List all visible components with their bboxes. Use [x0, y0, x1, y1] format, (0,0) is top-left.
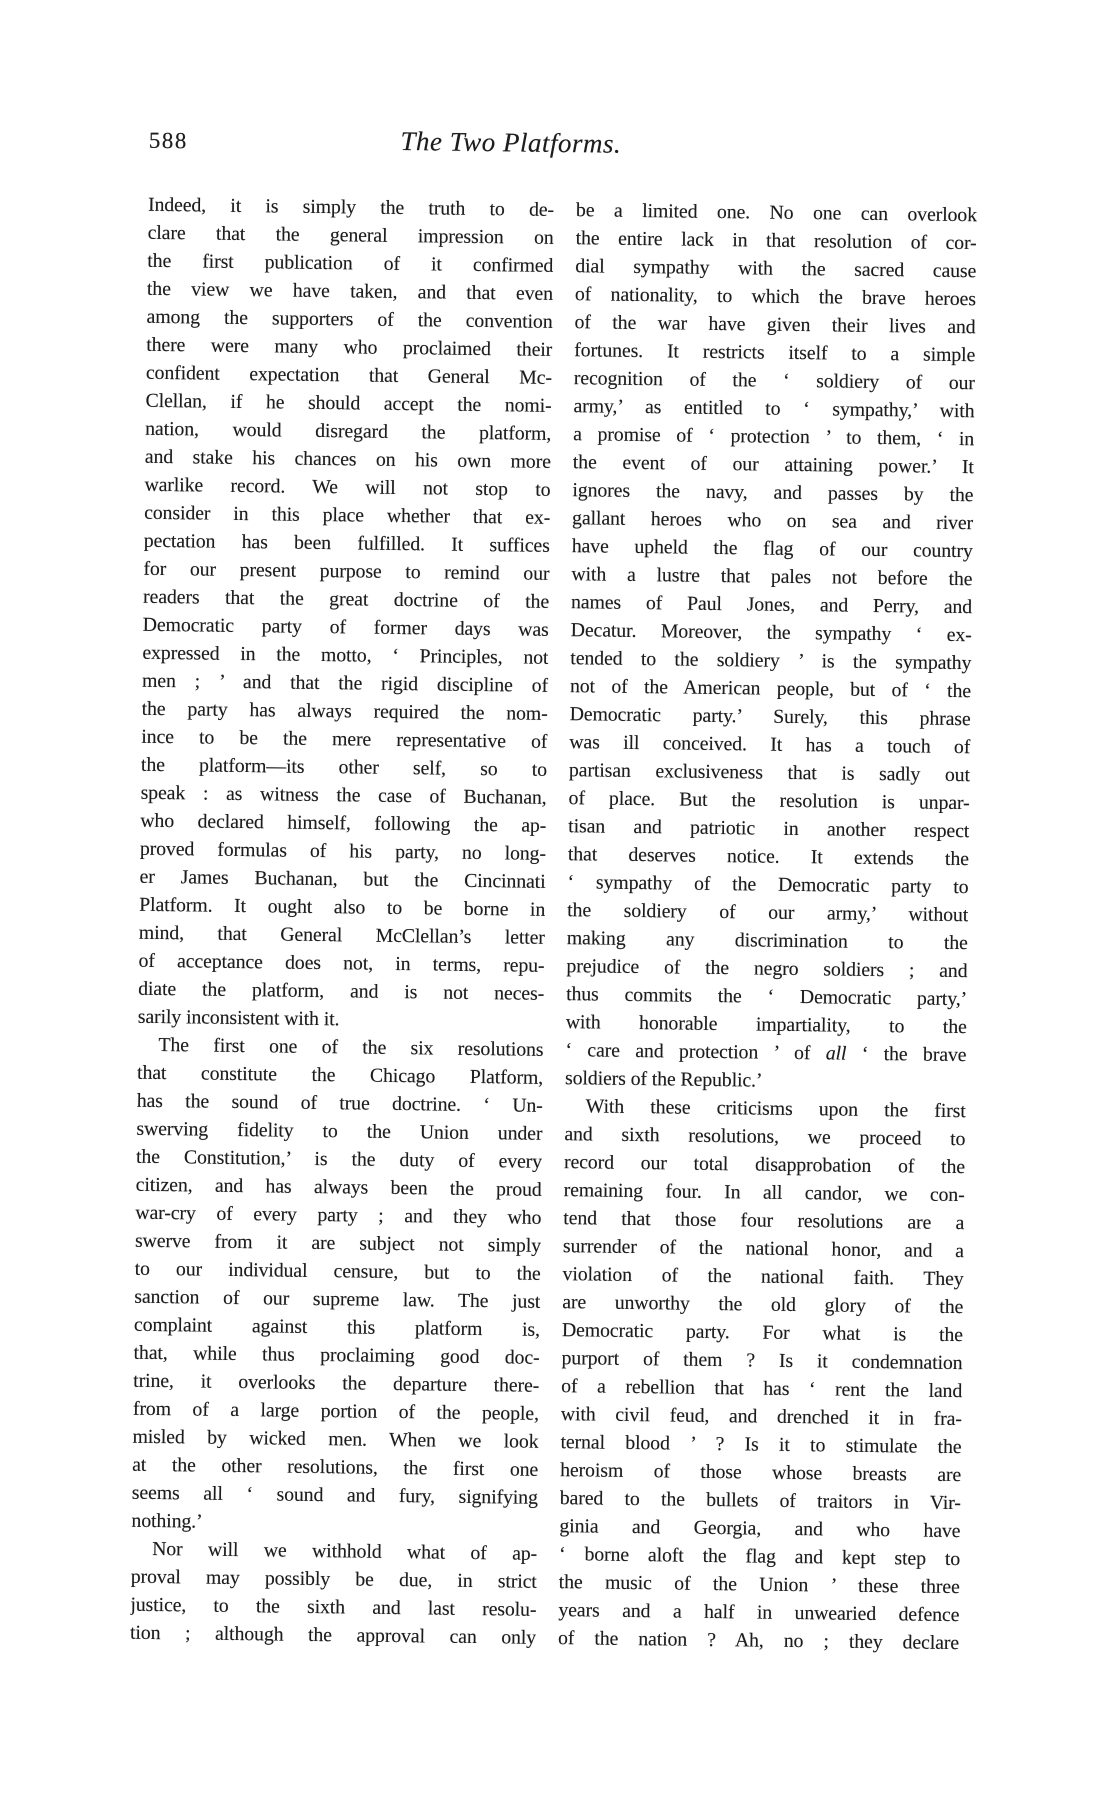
text-line: the Constitution,’ is the duty of every [135, 1145, 543, 1173]
text-line: of a rebellion that has ‘ rent the land [561, 1375, 963, 1403]
text-line: tion ; although the approval can only [129, 1621, 537, 1649]
text-line: of place. But the resolution is unpar- [568, 787, 970, 815]
text-line: ginia and Georgia, and who have [559, 1515, 961, 1543]
text-line: nothing.’ [131, 1509, 203, 1533]
text-line: Decatur. Moreover, the sympathy ‘ ex- [570, 619, 972, 647]
text-line: diate the platform, and is not neces- [138, 977, 545, 1005]
text-line: from of a large portion of the people, [132, 1397, 540, 1425]
text-line: tend that those four resolutions are a [563, 1207, 965, 1235]
text-line: complaint against this platform is, [133, 1313, 541, 1341]
text-line: purport of them ? Is it condemnation [561, 1347, 963, 1375]
text-line: who declared himself, following the ap- [140, 809, 547, 837]
text-line: With these criticisms upon the first [585, 1095, 966, 1123]
text-line: recognition of the ‘ soldiery of our [573, 367, 975, 395]
text-line: prejudice of the negro soldiers ; and [566, 955, 968, 983]
text-line: are unworthy the old glory of the [562, 1291, 964, 1319]
text-line: proval may possibly be due, in strict [130, 1565, 537, 1593]
text-line: making any discrimination to the [566, 927, 968, 955]
text-line: of the nation ? Ah, no ; they declare [557, 1627, 960, 1655]
text-line: of the war have given their lives and [574, 311, 976, 339]
text-line: for our present purpose to remind our [143, 557, 550, 585]
text-line: fortunes. It restricts itself to a simple [574, 339, 976, 367]
text-line: clare that the general impression on [147, 221, 554, 249]
column-left [130, 191, 554, 1652]
text-line: mind, that General McClellan’s letter [138, 921, 545, 949]
text-line: that constitute the Chicago Platform, [136, 1061, 544, 1089]
text-line: Platform. It ought also to be borne in [139, 893, 546, 921]
text-line: the platform—its other self, so to [140, 753, 548, 781]
text-line: that, while thus proclaiming good doc- [133, 1341, 540, 1369]
text-line: tended to the soldiery ’ is the sympathy [570, 647, 972, 675]
text-line: there were many who proclaimed their [146, 333, 553, 361]
text-line: Democratic party. For what is the [561, 1319, 964, 1347]
text-line: dial sympathy with the sacred cause [575, 255, 977, 283]
text-line: have upheld the flag of our country [571, 535, 973, 563]
text-line: heroism of those whose breasts are [560, 1459, 962, 1487]
text-line: citizen, and has always been the proud [135, 1173, 542, 1201]
text-line: justice, to the sixth and last resolu- [130, 1593, 537, 1621]
text-line: the music of the Union ’ these three [558, 1571, 960, 1599]
text-line: of nationality, to which the brave heroes [574, 283, 977, 311]
text-line: among the supporters of the convention [146, 305, 553, 333]
text-line: the first publication of it confirmed [147, 249, 554, 277]
page-number: 588 [148, 127, 188, 154]
text-line: seems all ‘ sound and fury, signifying [131, 1481, 538, 1509]
text-line: the event of our attaining power.’ It [572, 451, 974, 479]
text-line: Clellan, if he should accept the nomi- [145, 389, 552, 417]
text-line: consider in this place whether that ex- [144, 501, 551, 529]
text-line: confident expectation that General Mc- [145, 361, 553, 389]
text-line: trine, it overlooks the departure there- [133, 1369, 540, 1397]
text-line: bared to the bullets of traitors in Vir- [559, 1487, 961, 1515]
text-line: not of the American people, but of ‘ the [569, 675, 972, 703]
text-line: The first one of the six resolutions [158, 1033, 544, 1061]
text-line: ‘ care and protection ’ of all ‘ the brave [565, 1039, 967, 1067]
text-line: soldiers of the Republic.’ [564, 1067, 763, 1092]
text-line: the entire lack in that resolution of cor- [575, 227, 977, 255]
page-header [149, 123, 978, 175]
text-line: a promise of ‘ protection ’ to them, ‘ in [573, 423, 975, 451]
text-line: er James Buchanan, but the Cincinnati [139, 865, 546, 893]
text-line: army,’ as entitled to ‘ sympathy,’ with [573, 395, 975, 423]
text-line: pectation has been fulfilled. It suffices [143, 529, 550, 557]
text-line: with a lustre that pales not before the [571, 563, 973, 591]
text-line: men ; ’ and that the rigid discipline of [141, 669, 549, 697]
text-line: to our individual censure, but to the [134, 1257, 541, 1285]
text-line: has the sound of true doctrine. ‘ Un- [136, 1089, 543, 1117]
text-line: ince to be the mere representative of [141, 725, 548, 753]
text-line: was ill conceived. It has a touch of [569, 731, 971, 759]
text-line: swerve from it are subject not simply [134, 1229, 542, 1257]
text-line: remaining four. In all candor, we con- [563, 1179, 965, 1207]
text-line: nation, would disregard the platform, [145, 417, 552, 445]
text-line: ternal blood ’ ? Is it to stimulate the [560, 1431, 962, 1459]
text-line: warlike record. We will not stop to [144, 473, 551, 501]
text-line: partisan exclusiveness that is sadly out [568, 759, 971, 787]
text-line: be a limited one. No one can overlook [575, 199, 978, 227]
text-line: proved formulas of his party, no long- [139, 837, 547, 865]
text-line: with civil feud, and drenched it in fra- [560, 1403, 962, 1431]
text-line: years and a half in unwearied defence [558, 1599, 960, 1627]
text-line: Indeed, it is simply the truth to de- [147, 193, 555, 221]
text-line: ‘ borne aloft the flag and kept step to [558, 1543, 961, 1571]
text-line: surrender of the national honor, and a [562, 1235, 965, 1263]
text-line: swerving fidelity to the Union under [136, 1117, 543, 1145]
text-line: the party has always required the nom- [141, 697, 548, 725]
text-line: record our total disapprobation of the [563, 1151, 966, 1179]
text-line: of acceptance does not, in terms, repu- [138, 949, 545, 977]
text-line: speak : as witness the case of Buchanan, [140, 781, 547, 809]
text-line: ‘ sympathy of the Democratic party to [567, 871, 969, 899]
text-line: sanction of our supreme law. The just [134, 1285, 541, 1313]
text-line: and stake his chances on his own more [144, 445, 551, 473]
text-line: violation of the national faith. They [562, 1263, 964, 1291]
text-line: Nor will we withhold what of ap- [152, 1537, 538, 1565]
running-title: The Two Platforms. [400, 125, 622, 159]
text-line: Democratic party of former days was [142, 613, 549, 641]
text-line: readers that the great doctrine of the [142, 585, 550, 613]
text-line: misled by wicked men. When we look [132, 1425, 539, 1453]
text-line: expressed in the motto, ‘ Principles, not [142, 641, 549, 669]
text-line: tisan and patriotic in another respect [568, 815, 970, 843]
column-right [558, 196, 977, 1657]
text-line: Democratic party.’ Surely, this phrase [569, 703, 971, 731]
text-line: gallant heroes who on sea and river [571, 507, 974, 535]
text-line: and sixth resolutions, we proceed to [564, 1123, 966, 1151]
text-line: ignores the navy, and passes by the [572, 479, 974, 507]
text-line: war-cry of every party ; and they who [135, 1201, 542, 1229]
text-line: that deserves notice. It extends the [567, 843, 970, 871]
text-line: at the other resolutions, the first one [132, 1453, 539, 1481]
text-line: thus commits the ‘ Democratic party,’ [566, 983, 968, 1011]
text-line: sarily inconsistent with it. [137, 1005, 340, 1031]
text-line: the soldiery of our army,’ without [567, 899, 969, 927]
text-line: the view we have taken, and that even [146, 277, 554, 305]
text-line: names of Paul Jones, and Perry, and [570, 591, 973, 619]
text-line: with honorable impartiality, to the [565, 1011, 967, 1039]
